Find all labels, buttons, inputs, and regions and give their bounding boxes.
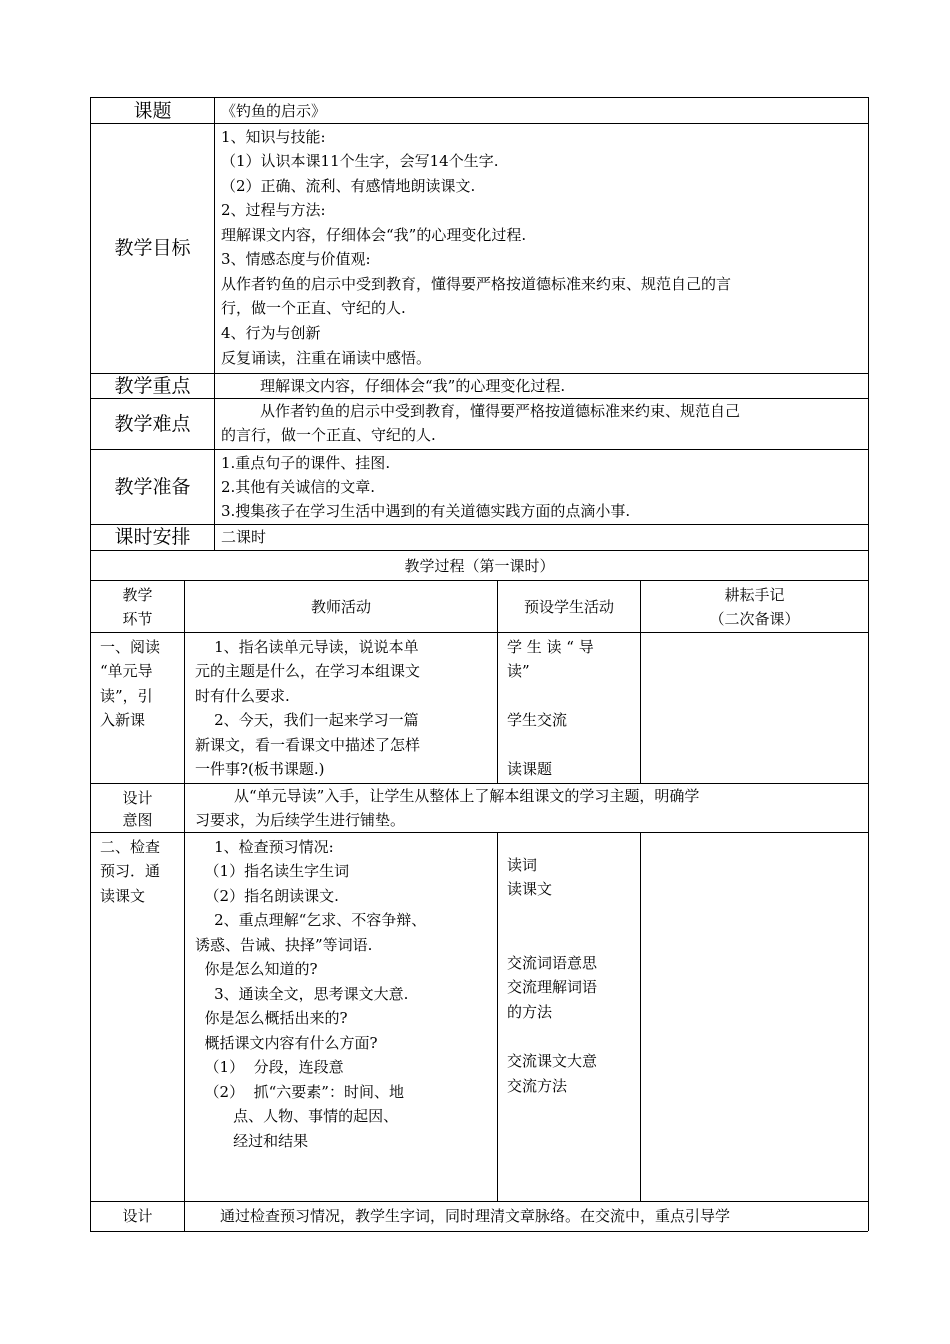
- teacher-line: 概括课文内容有什么方面?: [195, 1034, 378, 1052]
- goals-line: 2、过程与方法:: [221, 201, 326, 219]
- preparation-line: 1.重点句子的课件、挂图.: [221, 454, 391, 472]
- schedule-value: 二课时: [221, 528, 267, 546]
- goals-line: （2）正确、流利、有感情地朗读课文.: [221, 177, 476, 195]
- teacher-line: （2） 抓“六要素”：时间、地: [195, 1083, 404, 1101]
- student-line: 学 生 读 “ 导: [507, 638, 594, 656]
- goals-line: 行，做一个正直、守纪的人.: [221, 299, 406, 317]
- teacher-line: 一件事?(板书课题.): [195, 760, 325, 778]
- teacher-line: 1、指名读单元导读，说说本单: [195, 638, 419, 656]
- topic-label: 课题: [133, 100, 172, 122]
- student-line: 学生交流: [507, 711, 568, 729]
- difficulty-line: 从作者钓鱼的启示中受到教育，懂得要严格按道德标准来约束、规范自己: [260, 402, 741, 420]
- step-line: “单元导: [100, 662, 153, 680]
- intent-line: 从“单元导读”入手，让学生从整体上了解本组课文的学习主题，明确学: [234, 787, 700, 805]
- teacher-line: 元的主题是什么，在学习本组课文: [195, 662, 421, 680]
- preparation-line: 3.搜集孩子在学习生活中遇到的有关道德实践方面的点滴小事.: [221, 502, 631, 520]
- teacher-line: 1、检查预习情况:: [195, 838, 334, 856]
- col-header-teacher: 教师活动: [310, 598, 371, 616]
- goals-label: 教学目标: [114, 237, 191, 259]
- student-line: 读”: [507, 662, 530, 680]
- teacher-line: 新课文，看一看课文中描述了怎样: [195, 736, 421, 754]
- step-line: 读课文: [100, 887, 146, 905]
- teacher-line: 时有什么要求.: [195, 687, 290, 705]
- intent-line: 通过检查预习情况，教学生字词，同时理清文章脉络。在交流中，重点引导学: [220, 1207, 731, 1225]
- col-header-notes: （二次备课）: [709, 610, 800, 628]
- teacher-line: 你是怎么知道的?: [195, 960, 318, 978]
- student-line: 交流理解词语: [507, 978, 598, 996]
- preparation-label: 教学准备: [114, 476, 191, 498]
- student-line: 的方法: [507, 1003, 553, 1021]
- teacher-line: 你是怎么概括出来的?: [195, 1009, 348, 1027]
- teacher-line: （1） 分段，连段意: [195, 1058, 344, 1076]
- teacher-line: 2、重点理解“乞求、不容争辩、: [195, 911, 427, 929]
- student-line: 交流方法: [507, 1077, 568, 1095]
- step-line: 一、阅读: [100, 638, 161, 656]
- process-title: 教学过程（第一课时）: [404, 557, 555, 575]
- student-line: 交流词语意思: [507, 954, 598, 972]
- goals-line: 理解课文内容，仔细体会“我”的心理变化过程.: [221, 226, 527, 244]
- col-header-student: 预设学生活动: [523, 598, 614, 616]
- goals-line: 3、情感态度与价值观:: [221, 250, 371, 268]
- teacher-line: （2）指名朗读课文.: [195, 887, 339, 905]
- step-line: 入新课: [100, 711, 146, 729]
- step-line: 二、检查: [100, 838, 161, 856]
- topic-value: 《钓鱼的启示》: [221, 102, 327, 120]
- step-line: 预习．通: [100, 862, 161, 880]
- student-line: 读词: [507, 856, 538, 874]
- goals-line: 1、知识与技能:: [221, 128, 326, 146]
- step-line: 意图: [122, 811, 153, 829]
- teacher-line: 3、通读全文，思考课文大意.: [195, 985, 409, 1003]
- preparation-line: 2.其他有关诚信的文章.: [221, 478, 376, 496]
- goals-line: （1）认识本课11个生字，会写14个生字.: [221, 152, 499, 170]
- teacher-line: 诱惑、告诫、抉择”等词语.: [195, 936, 373, 954]
- key-point-label: 教学重点: [114, 375, 191, 397]
- key-point-value: 理解课文内容，仔细体会“我”的心理变化过程.: [260, 377, 566, 395]
- difficulty-label: 教学难点: [114, 413, 191, 435]
- col-header-step: 教学: [122, 586, 153, 604]
- student-line: 交流课文大意: [507, 1052, 598, 1070]
- goals-line: 从作者钓鱼的启示中受到教育，懂得要严格按道德标准来约束、规范自己的言: [221, 275, 732, 293]
- difficulty-line: 的言行，做一个正直、守纪的人.: [221, 426, 436, 444]
- goals-line: 反复诵读，注重在诵读中感悟。: [221, 349, 432, 367]
- step-line: 读”，引: [100, 687, 153, 705]
- col-header-step: 环节: [122, 610, 153, 628]
- teacher-line: 经过和结果: [195, 1132, 309, 1150]
- step-line: 设计: [122, 789, 153, 807]
- schedule-label: 课时安排: [114, 526, 191, 548]
- teacher-line: 点、人物、事情的起因、: [195, 1107, 399, 1125]
- step-line: 设计: [122, 1207, 153, 1225]
- student-line: 读课题: [507, 760, 553, 778]
- teacher-line: （1）指名读生字生词: [195, 862, 350, 880]
- goals-line: 4、行为与创新: [221, 324, 321, 342]
- teacher-line: 2、今天，我们一起来学习一篇: [195, 711, 419, 729]
- student-line: 读课文: [507, 880, 553, 898]
- col-header-notes: 耕耘手记: [724, 586, 785, 604]
- intent-line: 习要求，为后续学生进行铺垫。: [195, 811, 406, 829]
